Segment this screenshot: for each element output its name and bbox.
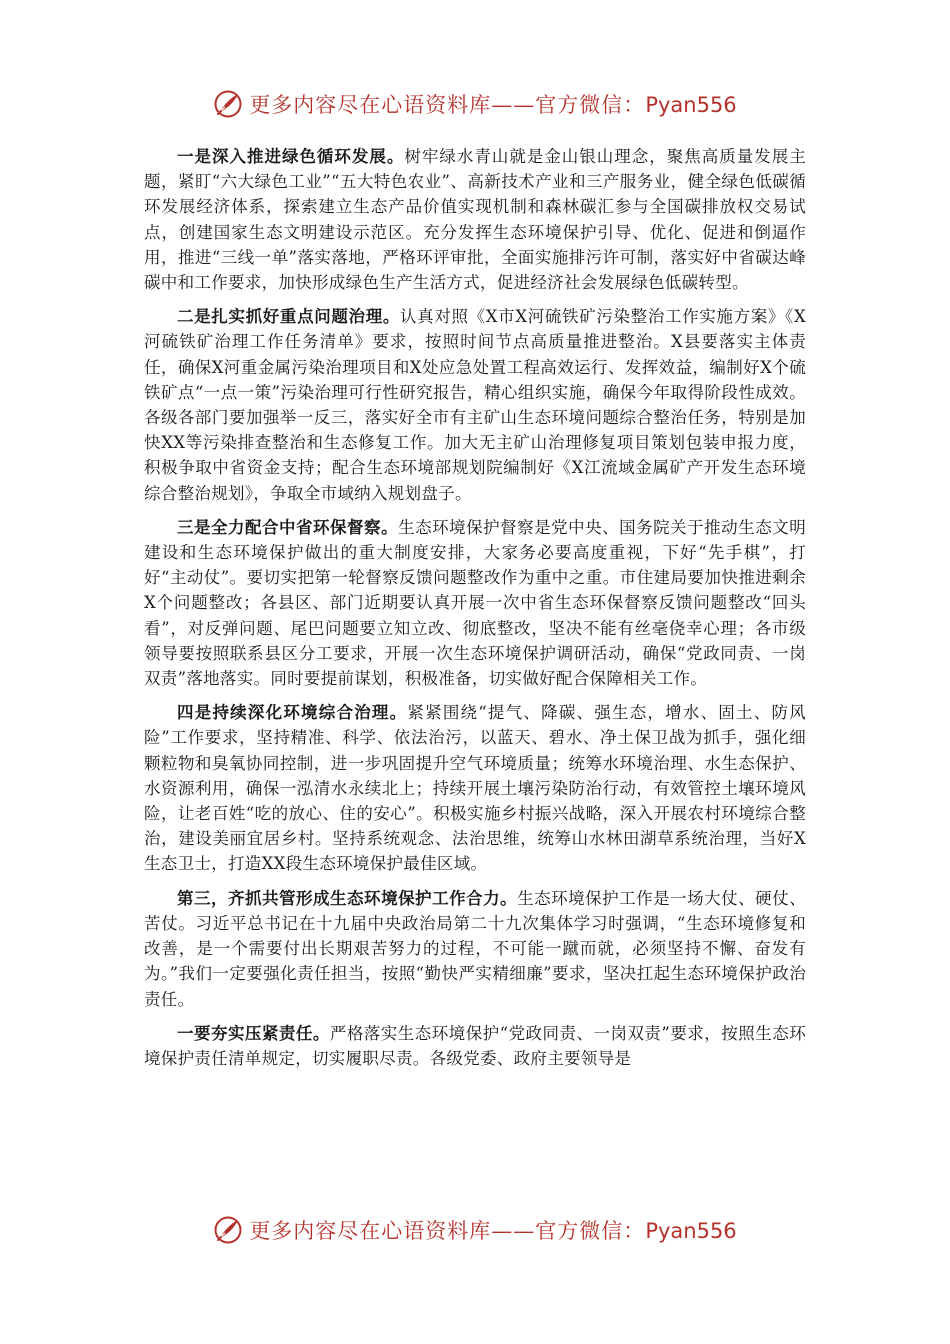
- paragraph-text: 树牢绿水青山就是金山银山理念，聚焦高质量发展主题，紧盯“六大绿色工业”“五大特色农业”、高新技术产业和三产服务业，健全绿色低碳循环发展经济体系，探索建立生态产品价值实现机制和森林碳汇参与全国碳排放权交易试点，创建国家生态文明建设示范区。充分发挥生态环境保护引导、优化、促进和倒逼作用，推进“三线一单”落实落地，严格环评审批，全面实施排污许可制，落实好中省碳达峰碳中和工作要求，加快形成绿色生产生活方式，促进经济社会发展绿色低碳转型。: [144, 147, 806, 293]
- banner-text: [249, 1215, 736, 1245]
- paragraph-text: 生态环境保护工作是一场大仗、硬仗、苦仗。习近平总书记在十九届中央政治局第二十九次集体学习时强调，“生态环境修复和改善，是一个需要付出长期艰苦努力的过程，不可能一蹴而就，必须坚持不懈、奋发有为。”我们一定要强化责任担当，按照“勤快严实精细廉”要求，坚决扛起生态环境保护政治责任。: [144, 888, 806, 1009]
- footer-banner: [0, 1210, 950, 1250]
- paragraph-heading: 第三，齐抓共管形成生态环境保护工作合力。: [177, 888, 518, 908]
- paragraph: [144, 144, 806, 295]
- paragraph: [144, 700, 806, 876]
- paragraph: [144, 1021, 806, 1071]
- quill-logo-icon: [213, 1215, 243, 1245]
- paragraph-heading: 一要夯实压紧责任。: [177, 1023, 330, 1043]
- banner-wechat-id: Pyan556: [645, 93, 737, 117]
- paragraph: [144, 515, 806, 691]
- banner-slogan: 更多内容尽在心语资料库——官方微信：: [249, 93, 646, 117]
- paragraph: [144, 886, 806, 1012]
- header-banner: [0, 84, 950, 124]
- quill-logo-icon: [213, 89, 243, 119]
- paragraph-text: 紧紧围绕“提气、降碳、强生态，增水、固土、防风险”工作要求，坚持精准、科学、依法治污，以蓝天、碧水、净土保卫战为抓手，强化细颗粒物和臭氧协同控制，进一步巩固提升空气环境质量；统筹水环境治理、水生态保护、水资源利用，确保一泓清水永续北上；持续开展土壤污染防治行动，有效管控土壤环境风险，让老百姓“吃的放心、住的安心”。积极实施乡村振兴战略，深入开展农村环境综合整治，建设美丽宜居乡村。坚持系统观念、法治思维，统筹山水林田湖草系统治理，当好X生态卫士，打造XX段生态环境保护最佳区域。: [144, 703, 806, 874]
- paragraph-text: 生态环境保护督察是党中央、国务院关于推动生态文明建设和生态环境保护做出的重大制度安排，大家务必要高度重视，下好“先手棋”，打好“主动仗”。要切实把第一轮督察反馈问题整改作为重中之重。市住建局要加快推进剩余X个问题整改；各县区、部门近期要认真开展一次中省生态环保督察反馈问题整改“回头看”，对反弹问题、尾巴问题要立知立改、彻底整改，坚决不能有丝毫侥幸心理；各市级领导要按照联系县区分工要求，开展一次生态环境保护调研活动，确保“党政同责、一岗双责”落地落实。同时要提前谋划，积极准备，切实做好配合保障相关工作。: [144, 517, 806, 689]
- paragraph-heading: 三是全力配合中省环保督察。: [177, 517, 399, 537]
- paragraph-heading: 一是深入推进绿色循环发展。: [177, 147, 405, 166]
- document-body: [144, 144, 806, 1080]
- banner-slogan: 更多内容尽在心语资料库——官方微信：: [249, 1219, 646, 1243]
- paragraph-text: 严格落实生态环境保护“党政同责、一岗双责”要求，按照生态环境保护责任清单规定，切实履职尽责。各级党委、政府主要领导是: [144, 1023, 806, 1068]
- paragraph-text: 认真对照《X市X河硫铁矿污染整治工作实施方案》《X河硫铁矿治理工作任务清单》要求，按照时间节点高质量推进整治。X县要落实主体责任，确保X河重金属污染治理项目和X处应急处置工程高效运行、发挥效益，编制好X个硫铁矿点“一点一策”污染治理可行性研究报告，精心组织实施，确保今年取得阶段性成效。各级各部门要加强举一反三，落实好全市有主矿山生态环境问题综合整治任务，特别是加快XX等污染排查整治和生态修复工作。加大无主矿山治理修复项目策划包装申报力度，积极争取中省资金支持；配合生态环境部规划院编制好《X江流域金属矿产开发生态环境综合整治规划》，争取全市域纳入规划盘子。: [144, 307, 806, 503]
- paragraph-heading: 二是扎实抓好重点问题治理。: [177, 307, 401, 327]
- paragraph: [144, 304, 806, 506]
- banner-text: [249, 89, 736, 119]
- paragraph-heading: 四是持续深化环境综合治理。: [177, 703, 408, 723]
- banner-wechat-id: Pyan556: [645, 1219, 737, 1243]
